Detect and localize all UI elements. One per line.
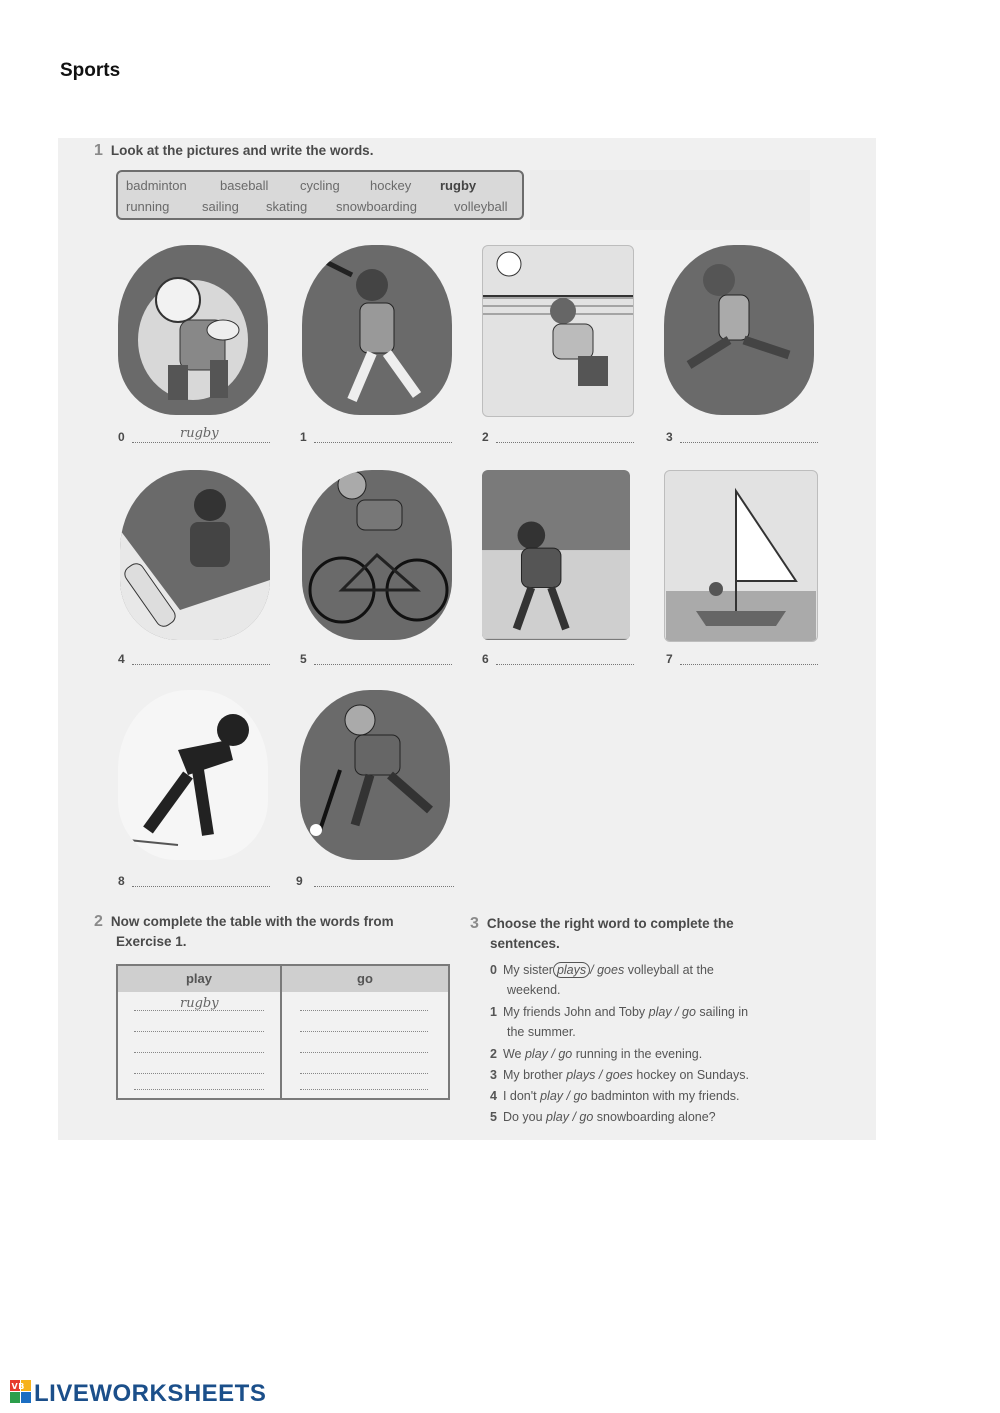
rugby-player-illustration xyxy=(118,245,268,415)
sentence-5-options[interactable]: play / go xyxy=(546,1110,594,1124)
item-number-5: 5 xyxy=(300,652,307,666)
picture-sailing xyxy=(664,470,818,642)
sentence-1[interactable] xyxy=(490,1002,748,1042)
volleyball-player-illustration xyxy=(483,246,633,416)
sentence-2-end: running in the evening. xyxy=(575,1047,703,1061)
go-blank-3[interactable] xyxy=(300,1051,428,1053)
sentence-0-start: My sister xyxy=(502,963,553,977)
sentence-1-options[interactable]: play / go xyxy=(648,1005,696,1019)
sentence-5-start: Do you xyxy=(502,1110,543,1124)
play-blank-5[interactable] xyxy=(134,1088,264,1090)
sentence-1-start: My friends John and Toby xyxy=(502,1005,646,1019)
word-bank xyxy=(116,170,524,220)
sentence-2-options[interactable]: play / go xyxy=(524,1047,573,1061)
word-cycling: cycling xyxy=(300,178,340,193)
sentence-0-number: 0 xyxy=(490,963,497,977)
sentence-0-option-goes: / goes xyxy=(590,963,625,977)
sentence-3-number: 3 xyxy=(490,1068,497,1082)
picture-snowboarding xyxy=(120,470,270,640)
answer-line-5[interactable] xyxy=(314,650,452,665)
exercise2-heading xyxy=(94,912,394,952)
baseball-player-illustration xyxy=(302,245,452,415)
sentence-0-end: volleyball at the xyxy=(627,963,714,977)
picture-running xyxy=(664,245,814,415)
picture-hockey xyxy=(300,690,450,860)
picture-skating xyxy=(118,690,268,860)
exercise1-instruction: Look at the pictures and write the words. xyxy=(110,143,374,158)
play-blank-1[interactable] xyxy=(134,1009,264,1011)
answer-line-6[interactable] xyxy=(496,650,634,665)
badminton-player-illustration xyxy=(482,470,630,640)
hockey-player-illustration xyxy=(300,690,450,860)
play-blank-2[interactable] xyxy=(134,1030,264,1032)
sentence-3[interactable] xyxy=(490,1065,749,1085)
sentence-2[interactable] xyxy=(490,1044,702,1064)
sentence-5-number: 5 xyxy=(490,1110,497,1124)
exercise2-number: 2 xyxy=(94,913,103,930)
item-number-8: 8 xyxy=(118,874,125,888)
sailing-illustration xyxy=(665,471,817,641)
answer-line-9[interactable] xyxy=(314,872,454,887)
word-sailing: sailing xyxy=(202,199,239,214)
picture-baseball xyxy=(302,245,452,415)
play-blank-3[interactable] xyxy=(134,1051,264,1053)
exercise3-heading xyxy=(470,914,734,954)
exercise3-instruction-1: Choose the right word to complete the xyxy=(486,916,734,931)
snowboarder-illustration xyxy=(120,470,270,640)
go-blank-5[interactable] xyxy=(300,1088,428,1090)
cyclist-illustration xyxy=(302,470,452,640)
item-number-2: 2 xyxy=(482,430,489,444)
answer-line-3[interactable] xyxy=(680,428,818,443)
sentence-1-number: 1 xyxy=(490,1005,497,1019)
exercise1-number: 1 xyxy=(94,142,103,159)
exercise1-heading xyxy=(94,142,373,160)
item-number-6: 6 xyxy=(482,652,489,666)
liveworksheets-logo-icon xyxy=(10,1380,32,1404)
word-skating: skating xyxy=(266,199,308,214)
sentence-0 xyxy=(490,960,714,1000)
sentence-4-number: 4 xyxy=(490,1089,497,1103)
answer-line-2[interactable] xyxy=(496,428,634,443)
column-divider xyxy=(280,966,282,1098)
picture-rugby xyxy=(118,245,268,415)
circled-answer-plays: plays xyxy=(553,962,590,978)
speed-skater-illustration xyxy=(118,690,268,860)
sentence-4-end: badminton with my friends. xyxy=(590,1089,740,1103)
column-header-go: go xyxy=(282,966,448,992)
logo-letter-v: VB xyxy=(11,1382,25,1391)
word-hockey: hockey xyxy=(370,178,412,193)
sentence-5-end: snowboarding alone? xyxy=(596,1110,716,1124)
go-blank-4[interactable] xyxy=(300,1072,428,1074)
word-baseball: baseball xyxy=(220,178,269,193)
liveworksheets-footer[interactable] xyxy=(10,1380,266,1408)
sentence-2-number: 2 xyxy=(490,1047,497,1061)
item-number-3: 3 xyxy=(666,430,673,444)
answer-line-7[interactable] xyxy=(680,650,818,665)
exercise3-instruction-2: sentences. xyxy=(490,936,560,951)
item-number-0: 0 xyxy=(118,430,125,444)
sentence-4-options[interactable]: play / go xyxy=(540,1089,588,1103)
runner-illustration xyxy=(664,245,814,415)
word-badminton: badminton xyxy=(126,178,187,193)
picture-cycling xyxy=(302,470,452,640)
sentence-0-continued: weekend. xyxy=(507,983,561,997)
sentence-4[interactable] xyxy=(490,1086,740,1106)
exercise3-number: 3 xyxy=(470,915,479,932)
go-blank-1[interactable] xyxy=(300,1009,428,1011)
sentence-3-options[interactable]: plays / goes xyxy=(566,1068,633,1082)
picture-volleyball xyxy=(482,245,634,417)
page-title: Sports xyxy=(60,60,121,81)
word-volleyball: volleyball xyxy=(454,199,508,214)
exercise2-instruction-2: Exercise 1. xyxy=(116,934,187,949)
answer-line-1[interactable] xyxy=(314,428,452,443)
sentence-3-end: hockey on Sundays. xyxy=(636,1068,749,1082)
word-snowboarding: snowboarding xyxy=(336,199,417,214)
brand-name: LIVEWORKSHEETS xyxy=(34,1380,267,1407)
picture-badminton xyxy=(482,470,630,640)
answer-0-text: rugby xyxy=(180,426,219,441)
faded-text-area xyxy=(530,170,810,230)
answer-line-8[interactable] xyxy=(132,872,270,887)
item-number-7: 7 xyxy=(666,652,673,666)
exercise2-instruction-1: Now complete the table with the words from xyxy=(110,914,394,929)
item-number-4: 4 xyxy=(118,652,125,666)
play-example-rugby: rugby xyxy=(180,996,219,1011)
sentence-5[interactable] xyxy=(490,1107,716,1127)
sentence-3-start: My brother xyxy=(502,1068,563,1082)
answer-line-4[interactable] xyxy=(132,650,270,665)
sentence-4-start: I don't xyxy=(502,1089,537,1103)
sentence-1-end: sailing in xyxy=(699,1005,749,1019)
play-blank-4[interactable] xyxy=(134,1072,264,1074)
column-header-play: play xyxy=(118,966,280,992)
word-rugby: rugby xyxy=(440,178,477,193)
go-blank-2[interactable] xyxy=(300,1030,428,1032)
word-running: running xyxy=(126,199,170,214)
item-number-9: 9 xyxy=(296,874,303,888)
play-go-table xyxy=(116,964,450,1100)
sentence-2-start: We xyxy=(502,1047,522,1061)
sentence-1-continued: the summer. xyxy=(507,1025,576,1039)
item-number-1: 1 xyxy=(300,430,307,444)
